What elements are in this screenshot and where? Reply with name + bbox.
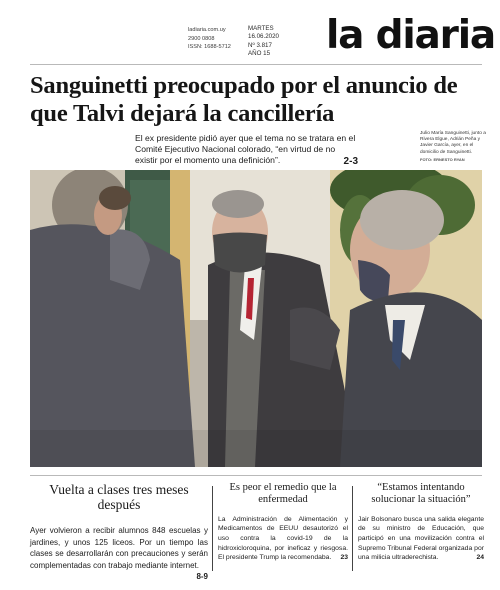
lede-text: El ex presidente pidió ayer que el tema no se tratara en el Comité Ejecutivo Nacional colorado, “en virtud de no existir por el momento una definición”.	[135, 133, 356, 165]
lede-page-ref: 2-3	[343, 156, 358, 167]
column-divider	[352, 486, 353, 571]
story-page-ref: 24	[476, 554, 484, 562]
photo-caption	[420, 131, 488, 163]
issue-number: Nº 3.817	[248, 41, 272, 49]
column-divider	[212, 486, 213, 571]
caption-text: Julio María Sanguinetti, junto a Rivera Elgue, Adrián Peña y Javier García, ayer, en el domicilio de Sanguinetti.	[420, 131, 486, 155]
story-bolsonaro[interactable]	[358, 482, 484, 563]
lead-photo	[30, 170, 482, 467]
story-text: Jair Bolsonaro busca una salida elegante de su ministro de Educación, que participó en una movilización contra el Supremo Tribunal Federal organizada por una milicia ultraderechista.	[358, 515, 484, 562]
story-text: La Administración de Alimentación y Medicamentos de EEUU desautorizó el uso contra la covid-19 de la hidroxicloroquina, por ineficaz y riesgosa. El presidente Trump la recomendaba.	[218, 515, 348, 562]
date-text: 16.06.2020	[248, 33, 279, 41]
masthead-issue-info	[248, 25, 279, 59]
story-body	[358, 515, 484, 563]
newspaper-logo: la diaria	[326, 13, 495, 58]
story-page-ref: 8-9	[196, 572, 208, 582]
weekday-text: MARTES	[248, 25, 274, 32]
story-page-ref: 23	[340, 554, 348, 562]
story-school-return[interactable]	[30, 482, 208, 583]
website-text: ladiaria.com.uy	[188, 27, 226, 33]
masthead-contact	[188, 26, 231, 52]
story-body	[30, 525, 208, 582]
story-text: Ayer volvieron a recibir alumnos 848 escuelas y jardines, y unos 125 liceos. Por un tiempo las clases se desarrollarán con precauciones y serán complementadas con trabajo mediante internet.	[30, 526, 208, 570]
year-text: AÑO 15	[248, 50, 271, 58]
story-title: Vuelta a clases tres meses después	[49, 482, 189, 512]
lead-lede	[135, 133, 358, 167]
story-hydroxychloroquine[interactable]	[218, 482, 348, 563]
phone-text: 2900 0808	[188, 35, 215, 42]
story-body	[218, 515, 348, 563]
lead-headline: Sanguinetti preocupado por el anuncio de que Talvi dejará la cancillería	[30, 72, 458, 127]
story-title: Es peor el remedio que la enfermedad	[229, 482, 337, 506]
story-title: “Estamos intentando solucionar la situación”	[371, 482, 471, 506]
issn-text: ISSN: 1688-5712	[188, 44, 231, 51]
masthead-divider	[30, 64, 482, 65]
photo-credit: FOTO: ERNESTO RYAN	[420, 156, 465, 162]
section-divider	[30, 475, 482, 476]
